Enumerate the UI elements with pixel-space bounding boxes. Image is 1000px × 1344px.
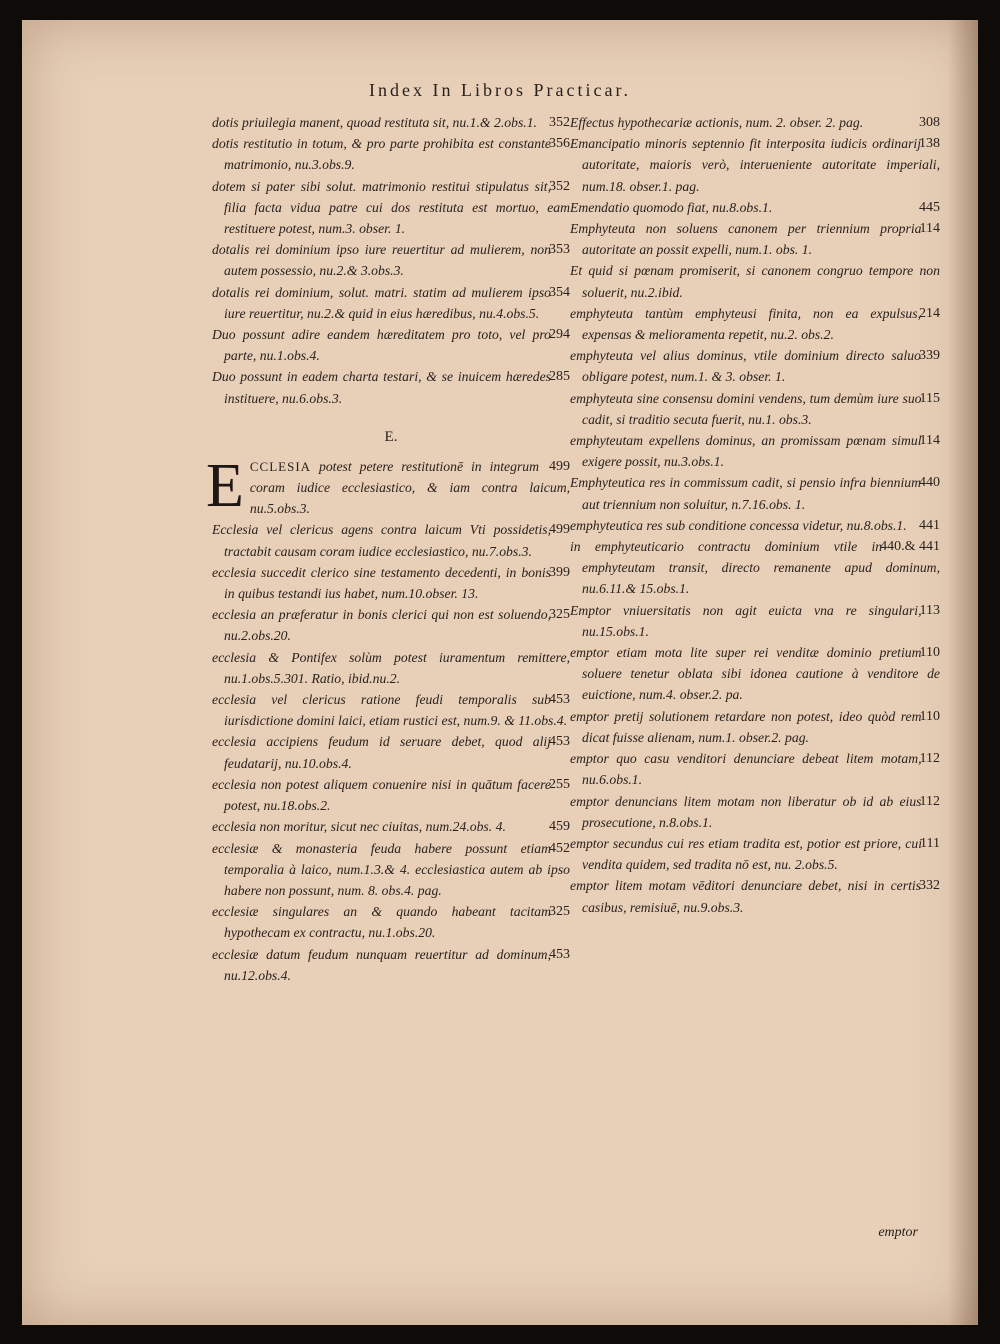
index-entry — [570, 875, 940, 917]
page-ref: 294 — [549, 327, 570, 343]
page-ref: 111 — [920, 835, 940, 851]
entry-text: emptor litem motam vēditori denunciare debet, nisi in certis casibus, remisiuē, nu.9.obs.3. — [570, 878, 921, 915]
page-ref: 453 — [549, 734, 570, 750]
page-ref: 114 — [919, 221, 940, 237]
page-ref: 445 — [919, 199, 940, 215]
index-entry — [570, 642, 940, 706]
page-ref: 499 — [549, 522, 570, 538]
entry-text: dotalis rei dominium, solut. matri. statim ad mulierem ipso iure reuertitur, nu.2.& quid in eius hæredibus, nu.4.obs.5. — [212, 284, 551, 321]
page-ref: 440.& 441 — [880, 539, 940, 555]
entry-text: Duo possunt in eadem charta testari, & se inuicem hæredes instituere, nu.6.obs.3. — [212, 369, 551, 406]
index-entry-dropcap — [206, 451, 570, 520]
page-ref: 285 — [549, 369, 570, 385]
page-ref: 115 — [919, 390, 940, 406]
page-ref: 112 — [919, 751, 940, 767]
right-entries — [570, 112, 940, 918]
index-entry — [212, 324, 570, 366]
entry-text: ecclesiæ datum feudum nunquam reuertitur ad dominum, nu.12.obs.4. — [212, 946, 551, 983]
page-ref: 339 — [919, 348, 940, 364]
entry-text: ecclesia non moritur, sicut nec ciuitas, num.24.obs. 4. — [212, 819, 506, 835]
page-ref: 453 — [549, 946, 570, 962]
entry-text: dotalis rei dominium ipso iure reuertitur ad mulierem, non autem possessio, nu.2.& 3.obs.3. — [212, 242, 551, 279]
entry-text: emphyteuta vel alius dominus, vtile dominium directo saluo obligare potest, num.1. & 3. obser. 1. — [570, 348, 921, 385]
page-ref: 459 — [549, 819, 570, 835]
index-entry — [212, 816, 570, 837]
entry-text: dotis priuilegia manent, quoad restituta sit, nu.1.& 2.obs.1. — [212, 115, 537, 130]
page-ref: 441 — [919, 517, 940, 533]
index-entry — [570, 791, 940, 833]
entry-text: emptor pretij solutionem retardare non potest, ideo quòd rem dicat fuisse alienam, num.1. obser.2. pag. — [570, 708, 922, 745]
index-entry — [212, 366, 570, 408]
left-column — [206, 112, 570, 986]
page-ref: 112 — [919, 793, 940, 809]
index-entry — [212, 689, 570, 731]
entry-text: emptor denuncians litem motam non liberatur ob id ab eius prosecutione, n.8.obs.1. — [570, 793, 922, 830]
drop-cap-text: potest petere restitutionē in integrum coram iudice ecclesiastico, & iam contra laicum, nu.5.obs.3. — [249, 458, 570, 517]
index-entry — [212, 901, 570, 943]
index-entry — [570, 515, 940, 536]
entry-text: Emancipatio minoris septennio fit interposita iudicis ordinarij autoritate, maioris verò, interueniente autoritate imperiali, num.18. obser.1. pag. — [570, 136, 940, 194]
index-entry — [570, 430, 940, 472]
entry-text: dotem si pater sibi solut. matrimonio restitui stipulatus sit, filia facta vidua patre cui dos restituta est mortuo, eam restituere potest, num.3. obser. 1. — [212, 178, 570, 237]
index-entry — [212, 239, 570, 281]
page-ref: 332 — [919, 878, 940, 894]
page-ref: 308 — [919, 115, 940, 130]
entry-text: ecclesia succedit clerico sine testamento decedenti, in bonis in quibus testandi ius habet, num.10.obser. 13. — [212, 564, 551, 602]
entry-text: in emphyteuticario contractu dominium vtile in emphyteutam transit, directo remanente apud dominum, nu.6.11.& 15.obs.1. — [570, 539, 940, 597]
index-entry — [212, 282, 570, 324]
index-entry — [570, 197, 940, 218]
running-head: Index In Libros Practicar. — [369, 80, 631, 100]
drop-cap-smallcaps: CCLESIA — [249, 458, 312, 474]
index-entry — [212, 176, 570, 240]
index-entry — [212, 604, 570, 646]
left-entries-top — [212, 112, 570, 409]
page-ref: 499 — [549, 458, 570, 474]
page-ref: 352 — [549, 178, 570, 194]
entry-text: emphyteuta sine consensu domini vendens, tum demùm iure suo cadit, si traditio secuta fuerit, nu.1. obs.3. — [570, 390, 922, 427]
entry-text: ecclesia accipiens feudum id seruare debet, quod alij feudatarij, nu.10.obs.4. — [212, 734, 551, 771]
page-ref: 440 — [919, 475, 940, 491]
page-ref: 110 — [919, 645, 940, 661]
page-ref: 114 — [919, 433, 940, 449]
page-ref: 255 — [549, 776, 570, 792]
entry-text: Emptor vniuersitatis non agit euicta vna re singulari, nu.15.obs.1. — [570, 602, 922, 639]
page-ref: 353 — [549, 242, 570, 258]
index-entry — [570, 218, 940, 260]
right-column — [570, 112, 940, 918]
entry-text: Emphyteuta non soluens canonem per triennium propria autoritate an possit expelli, num.1. obs. 1. — [570, 221, 922, 258]
entry-text: ecclesia vel clericus ratione feudi temporalis sub iurisdictione domini laici, etiam rustici est, num.9. & 11.obs.4. — [212, 692, 568, 729]
entry-text: emptor quo casu venditori denunciare debeat litem motam, nu.6.obs.1. — [570, 751, 922, 788]
index-entry — [570, 260, 940, 302]
entry-text: dotis restitutio in totum, & pro parte prohibita est constante matrimonio, nu.3.obs.9. — [212, 136, 551, 173]
entry-text: emptor secundus cui res etiam tradita est, potior est priore, cui vendita quidem, sed tradita nō est, nu. 2.obs.5. — [570, 835, 923, 873]
index-entry — [212, 562, 570, 604]
page-ref: 399 — [549, 564, 570, 580]
entry-text: Effectus hypothecariæ actionis, num. 2. obser. 2. pag. — [570, 115, 864, 130]
index-entry — [570, 706, 940, 748]
entry-text: ecclesia non potest aliquem conuenire nisi in quātum facere potest, nu.18.obs.2. — [212, 776, 551, 814]
index-entry — [570, 133, 940, 197]
entry-text: Ecclesia vel clericus agens contra laicum Vti possidetis, tractabit causam coram iudice ecclesiastico, nu.7.obs.3. — [212, 522, 551, 559]
entry-text: ecclesiæ & monasteria feuda habere possunt etiam temporalia à laico, num.1.3.& 4. ecclesiastica autem ab ipso habere non possunt, num. 8. obs.4. pag. — [212, 840, 570, 898]
index-entry — [212, 519, 570, 561]
catchword: emptor — [878, 1225, 918, 1240]
entry-text: ecclesiæ singulares an & quando habeant tacitam hypothecam ex contractu, nu.1.obs.20. — [212, 904, 551, 941]
page-ref: 452 — [549, 840, 570, 856]
index-entry — [570, 388, 940, 430]
entry-text: ecclesia & Pontifex solùm potest iuramentum remittere, nu.1.obs.5.301. Ratio, ibid.nu.2. — [212, 649, 570, 686]
index-entry — [212, 133, 570, 175]
entry-text: emphyteuta tantùm emphyteusi finita, non ea expulsus, expensas & melioramenta repetit, nu.2. obs.2. — [570, 305, 921, 343]
index-entry — [212, 731, 570, 773]
page-ref: 325 — [549, 904, 570, 920]
entry-text: Et quid si pœnam promiserit, si canonem congruo tempore non soluerit, nu.2.ibid. — [570, 263, 940, 300]
section-letter: E. — [384, 428, 398, 445]
page-ref: 113 — [919, 602, 940, 618]
page-ref: 453 — [549, 692, 570, 708]
page-edge-shadow — [948, 20, 978, 1325]
book-page — [22, 20, 978, 1325]
index-entry — [570, 536, 940, 600]
index-entry — [570, 600, 940, 642]
page-ref: 110 — [919, 708, 940, 724]
index-entry — [212, 838, 570, 902]
page-ref: 354 — [549, 284, 570, 300]
entry-text: Emendatio quomodo fiat, nu.8.obs.1. — [570, 199, 773, 215]
index-entry — [570, 833, 940, 875]
entry-text: emphyteutam expellens dominus, an promissam pœnam simul exigere possit, nu.3.obs.1. — [570, 433, 922, 470]
index-entry — [570, 303, 940, 345]
index-entry — [570, 472, 940, 514]
page-ref: 325 — [549, 607, 570, 623]
entry-text: Emphyteutica res in commissum cadit, si pensio infra biennium aut triennium non soluitur, n.7.16.obs. 1. — [570, 475, 921, 512]
drop-cap-initial: E — [206, 451, 244, 520]
index-entry — [212, 774, 570, 816]
index-entry — [570, 345, 940, 387]
entry-text: Duo possunt adire eandem hæreditatem pro toto, vel pro parte, nu.1.obs.4. — [212, 327, 551, 364]
index-entry — [212, 647, 570, 689]
entry-text: emphyteutica res sub conditione concessa videtur, nu.8.obs.1. — [570, 517, 907, 533]
entry-text: emptor etiam mota lite super rei venditæ dominio pretium soluere tenetur oblata sibi idonea cautione à venditore de euictione, num.4. obser.2. pa. — [570, 645, 940, 703]
index-entry — [570, 112, 940, 133]
page-ref: 352 — [549, 115, 570, 130]
page-ref: 138 — [919, 136, 940, 152]
index-entry — [212, 112, 570, 133]
left-entries-bottom — [212, 519, 570, 985]
page-ref: 214 — [919, 305, 940, 321]
index-entry — [212, 944, 570, 986]
entry-text: ecclesia an præferatur in bonis clerici qui non est soluendo, nu.2.obs.20. — [212, 607, 551, 644]
index-entry — [570, 748, 940, 790]
page-ref: 356 — [549, 136, 570, 152]
